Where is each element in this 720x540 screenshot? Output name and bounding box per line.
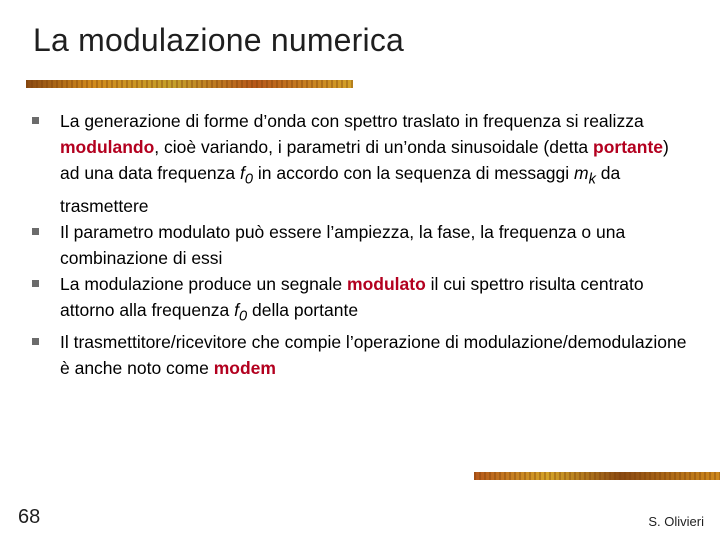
- math-symbol: f: [234, 299, 240, 320]
- highlight-term: modulando: [60, 137, 155, 157]
- math-subscript: 0: [244, 171, 253, 188]
- math-symbol: m: [574, 163, 589, 183]
- bullet-text: Il parametro modulato può essere l’ampiezza, la fase, la frequenza o una combinazione di essi: [60, 221, 626, 268]
- bullet-list: [32, 108, 692, 381]
- bullet-text: ) ad una data frequenza: [60, 137, 669, 183]
- author-label: S. Olivieri: [648, 514, 704, 529]
- bullet-text: da trasmettere: [60, 163, 621, 216]
- math-subscript: k: [588, 171, 596, 188]
- bullet-text: della portante: [247, 299, 359, 320]
- bullet-text: in accordo con la sequenza di messaggi: [253, 163, 575, 183]
- math-symbol: f: [240, 163, 245, 183]
- footer-divider: [474, 472, 720, 480]
- title-divider: [26, 80, 353, 88]
- slide-number: 68: [18, 506, 41, 528]
- bullet-text: La modulazione produce un segnale: [60, 273, 348, 294]
- bullet-item: [32, 271, 692, 330]
- square-bullet-icon: [32, 280, 39, 287]
- square-bullet-icon: [32, 117, 39, 124]
- highlight-term: modulato: [347, 273, 426, 294]
- bullet-item: [32, 108, 692, 219]
- math-subscript: 0: [239, 308, 248, 324]
- bullet-text: , cioè variando, i parametri di un’onda sinusoidale (detta: [154, 137, 594, 157]
- square-bullet-icon: [32, 228, 39, 235]
- highlight-term: portante: [593, 137, 664, 157]
- bullet-text: Il trasmettitore/ricevitore che compie l’operazione di modulazione/demodulazione è anche noto come: [60, 332, 687, 378]
- square-bullet-icon: [32, 338, 39, 345]
- highlight-term: modem: [213, 358, 276, 378]
- slide-title: La modulazione numerica: [33, 22, 405, 58]
- bullet-item: [32, 219, 692, 271]
- bullet-text: La generazione di forme d’onda con spettro traslato in frequenza si realizza: [60, 111, 644, 131]
- bullet-text: il cui spettro risulta centrato attorno alla frequenza: [60, 273, 644, 320]
- bullet-item: [32, 329, 692, 381]
